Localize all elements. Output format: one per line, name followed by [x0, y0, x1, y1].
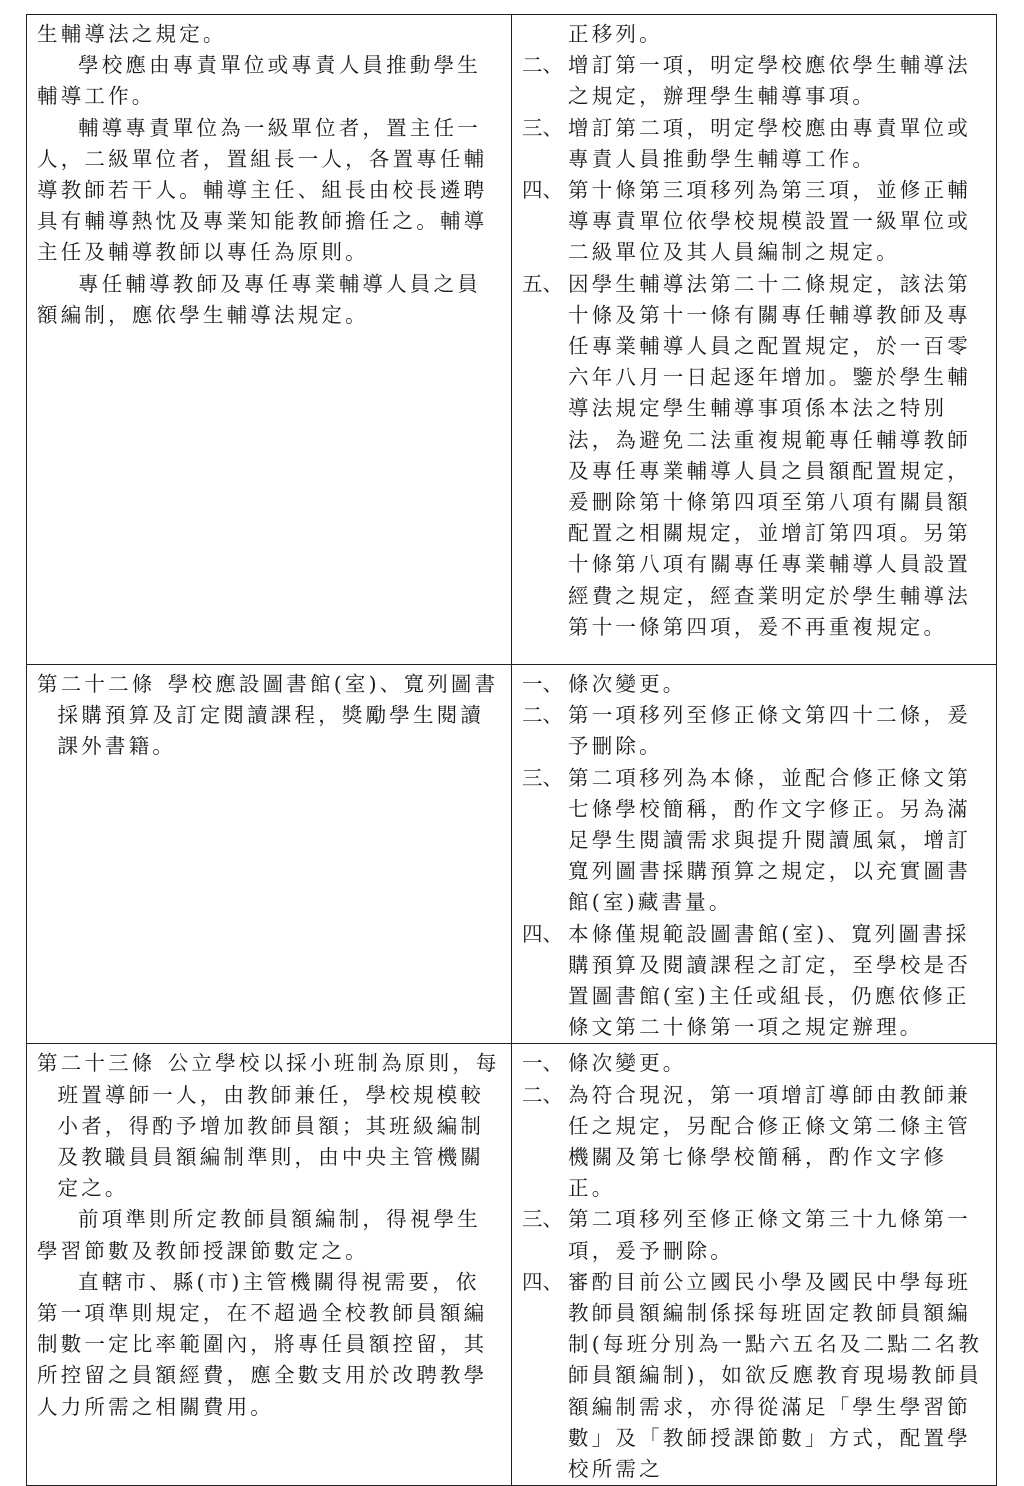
note-text: 增訂第二項，明定學校應由專責單位或專責人員推動學生輔導工作。	[568, 115, 971, 171]
note-number: 三、	[522, 1207, 563, 1232]
article	[37, 1048, 501, 1204]
note-text: 第二項移列為本條，並配合修正條文第七條學校簡稱，酌作文字修正。另為滿足學生閱讀需求與提升閱讀風氣，增訂寬列圖書採購預算之規定，以充實圖書館(室)藏書量。	[568, 765, 971, 915]
note-text: 第一項移列至修正條文第四十二條，爰予刪除。	[568, 703, 971, 759]
note-text: 第十條第三項移列為第三項，並修正輔導專責單位依學校規模設置一級單位或二級單位及其人員編制之規定。	[568, 178, 971, 265]
note-item	[522, 50, 986, 112]
note-item	[522, 700, 986, 762]
article-text: 學校應設圖書館(室)、寬列圖書採購預算及訂定閱讀課程，獎勵學生閱讀課外書籍。	[57, 672, 499, 759]
paragraph: 生輔導法之規定。	[37, 22, 227, 46]
paragraph: 直轄市、縣(市)主管機關得視需要，依第一項準則規定，在不超過全校教師員額編制數一定比率範圍內，將專任員額控留，其所控留之員額經費，應全數支用於改聘教學人力所需之相關費用。	[37, 1269, 488, 1419]
article-text: 公立學校以採小班制為原則，每班置導師一人，由教師兼任，學校規模較小者，得酌予增加教師員額；其班級編制及教職員員額編制準則，由中央主管機關定之。	[57, 1051, 500, 1201]
note-number: 四、	[522, 178, 563, 203]
note-item	[522, 669, 986, 700]
note-item	[522, 1048, 986, 1079]
note-continuation: 正移列。	[568, 22, 663, 46]
explanation-cell	[512, 1044, 997, 1486]
note-number: 三、	[522, 115, 563, 140]
note-text: 本條僅規範設圖書館(室)、寬列圖書採購預算及閱讀課程之訂定，至學校是否置圖書館(室)主任或組長，仍應依修正條文第二十條第一項之規定辦理。	[568, 921, 971, 1040]
paragraph: 輔導專責單位為一級單位者，置主任一人，二級單位者，置組長一人，各置專任輔導教師若干人。輔導主任、組長由校長遴聘具有輔導熱忱及專業知能教師擔任之。輔導主任及輔導教師以專任為原則。	[37, 115, 488, 265]
note-item	[522, 919, 986, 1044]
paragraph: 前項準則所定教師員額編制，得視學生學習節數及教師授課節數定之。	[37, 1207, 481, 1263]
note-item	[522, 1204, 986, 1266]
article-title: 第二十二條	[37, 672, 156, 696]
note-item	[522, 113, 986, 175]
note-item	[522, 763, 986, 919]
note-text: 條次變更。	[568, 1051, 687, 1076]
note-number: 三、	[522, 765, 563, 790]
article-title: 第二十三條	[37, 1051, 156, 1076]
note-item	[522, 269, 986, 643]
note-text: 條次變更。	[568, 672, 687, 696]
note-number: 二、	[522, 703, 563, 728]
amended-text-cell	[27, 15, 512, 665]
table-row	[27, 1044, 997, 1486]
article	[37, 669, 501, 763]
table-row	[27, 15, 997, 665]
note-text: 增訂第一項，明定學校應依學生輔導法之規定，辦理學生輔導事項。	[568, 53, 971, 109]
note-number: 四、	[522, 1269, 563, 1294]
note-number: 一、	[522, 672, 563, 696]
note-number: 四、	[522, 921, 563, 946]
comparison-table	[26, 14, 997, 1486]
note-text: 為符合現況，第一項增訂導師由教師兼任之規定，另配合修正條文第二條主管機關及第七條學校簡稱，酌作文字修正。	[568, 1082, 971, 1201]
explanation-cell	[512, 15, 997, 665]
note-number: 五、	[522, 271, 563, 296]
amended-text-cell	[27, 665, 512, 1044]
note-item	[522, 1267, 986, 1485]
note-text: 因學生輔導法第二十二條規定，該法第十條及第十一條有關專任輔導教師及專任專業輔導人員之配置規定，於一百零六年八月一日起逐年增加。鑒於學生輔導法規定學生輔導事項係本法之特別法，為避免二法重複規範專任輔導教師及專任專業輔導人員之員額配置規定，爰刪除第十條第四項至第八項有關員額配置之相關規定，並增訂第四項。另第十條第八項有關專任專業輔導人員設置經費之規定，經查業明定於學生輔導法第十一條第四項，爰不再重複規定。	[568, 271, 971, 639]
note-number: 二、	[522, 1082, 563, 1107]
note-number: 一、	[522, 1051, 563, 1076]
note-text: 審酌目前公立國民小學及國民中學每班教師員額編制係採每班固定教師員額編制(每班分別為一點六五名及二點二名教師員額編制)，如欲反應教育現場教師員額編制需求，亦得從滿足「學生學習節數」及「教師授課節數」方式，配置學校所需之	[568, 1269, 983, 1482]
document-page	[26, 14, 996, 1482]
note-item	[522, 1080, 986, 1205]
explanation-cell	[512, 665, 997, 1044]
paragraph: 專任輔導教師及專任專業輔導人員之員額編制，應依學生輔導法規定。	[37, 271, 481, 327]
paragraph: 學校應由專責單位或專責人員推動學生輔導工作。	[37, 53, 481, 109]
note-item	[522, 175, 986, 269]
note-number: 二、	[522, 53, 563, 78]
table-row	[27, 665, 997, 1044]
amended-text-cell	[27, 1044, 512, 1486]
note-text: 第二項移列至修正條文第三十九條第一項，爰予刪除。	[568, 1207, 971, 1263]
